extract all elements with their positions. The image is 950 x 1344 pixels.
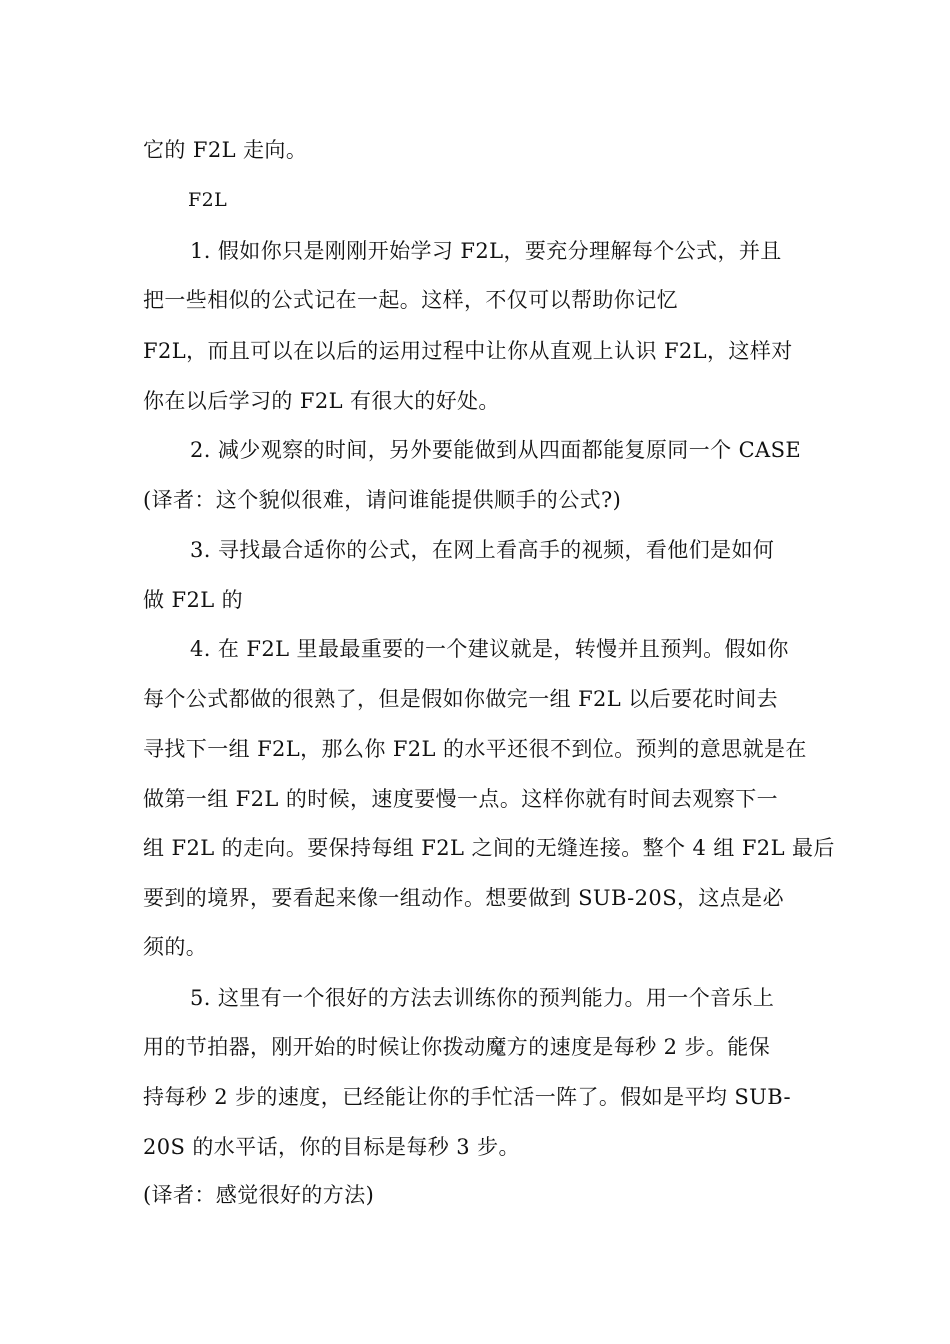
text-line: 你在以后学习的 F2L 有很大的好处。 — [143, 389, 500, 413]
text-line: 把一些相似的公式记在一起。这样，不仅可以帮助你记忆 — [143, 288, 678, 312]
text-line: 1. 假如你只是刚刚开始学习 F2L，要充分理解每个公式，并且 — [190, 239, 782, 263]
text-line: 每个公式都做的很熟了，但是假如你做完一组 F2L 以后要花时间去 — [143, 687, 779, 711]
text-line: 组 F2L 的走向。要保持每组 F2L 之间的无缝连接。整个 4 组 F2L 最后 — [143, 836, 835, 860]
text-line: 用的节拍器，刚开始的时候让你拨动魔方的速度是每秒 2 步。能保 — [143, 1035, 771, 1059]
text-line: 做第一组 F2L 的时候，速度要慢一点。这样你就有时间去观察下一 — [143, 787, 779, 811]
text-line: 它的 F2L 走向。 — [143, 138, 308, 162]
text-line: 4. 在 F2L 里最最重要的一个建议就是，转慢并且预判。假如你 — [190, 637, 789, 661]
text-line: 做 F2L 的 — [143, 588, 244, 612]
text-line: (译者：这个貌似很难，请问谁能提供顺手的公式?) — [143, 488, 622, 512]
text-line: 3. 寻找最合适你的公式，在网上看高手的视频，看他们是如何 — [190, 538, 775, 562]
text-line: 20S 的水平话，你的目标是每秒 3 步。 — [143, 1135, 520, 1159]
text-line: (译者：感觉很好的方法) — [143, 1183, 375, 1207]
section-heading: F2L — [188, 189, 228, 211]
text-line: 须的。 — [143, 935, 208, 959]
text-line: 5. 这里有一个很好的方法去训练你的预判能力。用一个音乐上 — [190, 986, 775, 1010]
text-line: 持每秒 2 步的速度，已经能让你的手忙活一阵了。假如是平均 SUB- — [143, 1085, 791, 1109]
text-line: F2L，而且可以在以后的运用过程中让你从直观上认识 F2L，这样对 — [143, 339, 793, 363]
text-line: 要到的境界，要看起来像一组动作。想要做到 SUB-20S，这点是必 — [143, 886, 784, 910]
text-line: 2. 减少观察的时间，另外要能做到从四面都能复原同一个 CASE — [190, 438, 802, 462]
text-line: 寻找下一组 F2L，那么你 F2L 的水平还很不到位。预判的意思就是在 — [143, 737, 807, 761]
